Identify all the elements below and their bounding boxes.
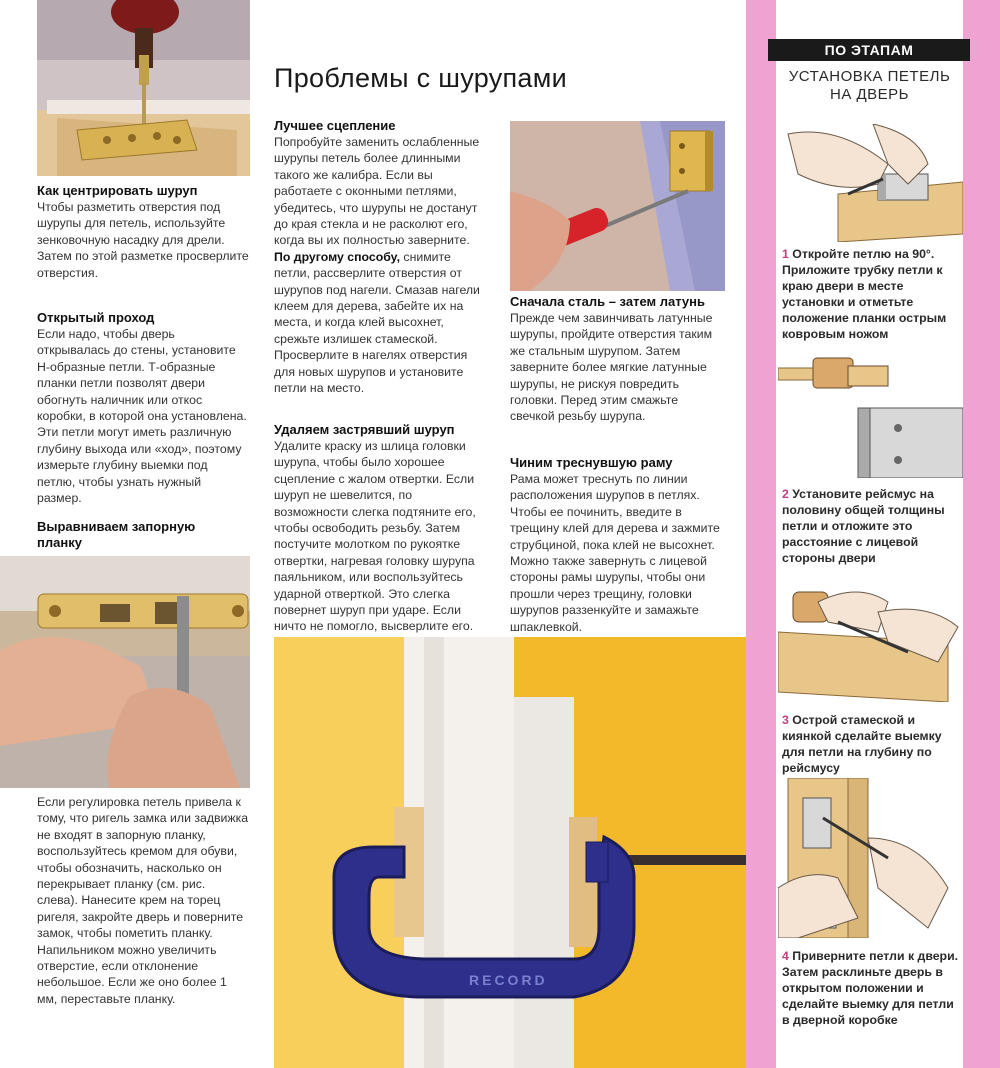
sidebar-left-strip [746, 0, 776, 1068]
better-grip-text-1: Попробуйте заменить ослабленные шурупы петель более длинными такого же калибра. Если вы работаете с оконными петлями, убедитесь, что шурупы не достанут до края стекла и не расколют его, когда вы их полностью заверните. [274, 135, 480, 248]
steel-brass-text: Прежде чем завинчивать латунные шурупы, пройдите отверстия таким же стальным шурупом. Затем заверните более мягкие латунные шурупы, не рискуя повредить головки. Перед этим смажьте свечкой резьбу шурупа. [510, 311, 713, 424]
center-screw-heading: Как центрировать шуруп [37, 183, 198, 198]
strike-plate-photo [0, 556, 250, 788]
step-2-text [782, 486, 960, 566]
step-1-illustration [778, 124, 963, 242]
better-grip-heading: Лучшее сцепление [274, 118, 396, 133]
step-1-description: Откройте петлю на 90°. Приложите трубку петли к краю двери в месте установки и отметьте положение планки острым ковровым ножом [782, 247, 947, 341]
sidebar-title [776, 68, 963, 104]
sidebar-title-text: УСТАНОВКА ПЕТЕЛЬ НА ДВЕРЬ [788, 68, 951, 103]
sidebar-badge [768, 39, 970, 61]
step-2-description: Установите рейсмус на половину общей толщины петли и отложите это расстояние с лицевой стороны двери [782, 487, 945, 565]
step-4-description: Приверните петли к двери. Затем расклиньте дверь в открытом положении и сделайте выемку для петли в дверной коробке [782, 949, 959, 1027]
step-3-number: 3 [782, 713, 789, 727]
step-3-text [782, 712, 960, 776]
cracked-frame-heading: Чиним треснувшую раму [510, 455, 673, 470]
open-pass-heading: Открытый проход [37, 310, 155, 325]
open-pass-text: Если надо, чтобы дверь открывалась до стены, установите Н-образные петли. Т-образные планки петли позволят двери обогнуть наличник или откос коробки, в которой она установлена. Эти петли могут иметь различную глубину выхода или «ход», поэтому измерьте глубину выемки под петлю, чтобы узнать нужный размер. [37, 327, 247, 506]
step-4-number: 4 [782, 949, 789, 963]
step-1-number: 1 [782, 247, 789, 261]
step-2-illustration [778, 348, 963, 478]
sidebar-right-strip [963, 0, 1000, 1068]
clamp-photo [274, 637, 746, 1068]
better-grip-text-2: снимите петли, рассверлите отверстия от шурупов под нагели. Смазав нагели клеем для дерева, забейте их на места, и когда клей высохнет, срежьте излишек стамеской. Просверлите в нагелях отверстия для новых шурупов и установите петли на место. [274, 249, 480, 396]
better-grip-text [274, 134, 486, 397]
sidebar-badge-label: ПО ЭТАПАМ [824, 42, 914, 58]
step-3-description: Острой стамеской и киянкой сделайте выемку для петли на глубину по рейсмусу [782, 713, 942, 775]
strike-plate-text: Если регулировка петель привела к тому, что ригель замка или задвижка не входят в запорную планку, воспользуйтесь кремом для обуви, чтобы обозначить, насколько он перекрывает планку (см. рис. слева). Нанесите крем на торец ригеля, закройте дверь и поверните замок, чтобы пометить планку. Напильником можно увеличить отверстие, если отклонение небольшое. Если же оно более 1 мм, переставьте планку. [37, 795, 249, 1006]
stuck-screw-text: Удалите краску из шлица головки шурупа, чтобы было хорошее сцепление с жалом отвертки. Если шуруп не шевелится, по возможности слегка подтяните его, чтобы освободить резьбу. Затем постучите молотком по рукоятке отвертки, нагревая головку шурупа паяльником, или воспользуйтесь ударной отверткой. Это слегка повернет шуруп при ударе. Если ничто не помогло, высверлите его. [274, 439, 476, 634]
step-3-illustration [778, 572, 963, 702]
step-4-illustration [778, 778, 963, 938]
stuck-screw-heading: Удаляем застрявший шуруп [274, 422, 455, 437]
cracked-frame-text: Рама может треснуть по линии расположения шурупов в петлях. Чтобы ее починить, введите в трещину клей для дерева и зажмите струбциной, пока клей не высохнет. Можно также завернуть с лицевой стороны рамы шурупы, чтобы они прошли через трещину, головки шурупов раззенкуйте и замажьте шпаклевкой. [510, 472, 720, 634]
steel-brass-heading: Сначала сталь – затем латунь [510, 294, 705, 309]
better-grip-lead: По другому способу, [274, 249, 400, 264]
drill-photo [37, 0, 250, 176]
step-2-number: 2 [782, 487, 789, 501]
strike-plate-heading: Выравниваем запорную планку [37, 519, 196, 550]
step-1-text [782, 246, 960, 342]
center-screw-text: Чтобы разметить отверстия под шурупы для петель, используйте зенковочную насадку для дрели. Затем по этой разметке просверлите отверстия. [37, 200, 249, 280]
page-title: Проблемы с шурупами [274, 63, 567, 93]
clamp-brand-label: RECORD [469, 972, 548, 988]
screwdriver-photo [510, 121, 725, 291]
step-4-text [782, 948, 960, 1028]
